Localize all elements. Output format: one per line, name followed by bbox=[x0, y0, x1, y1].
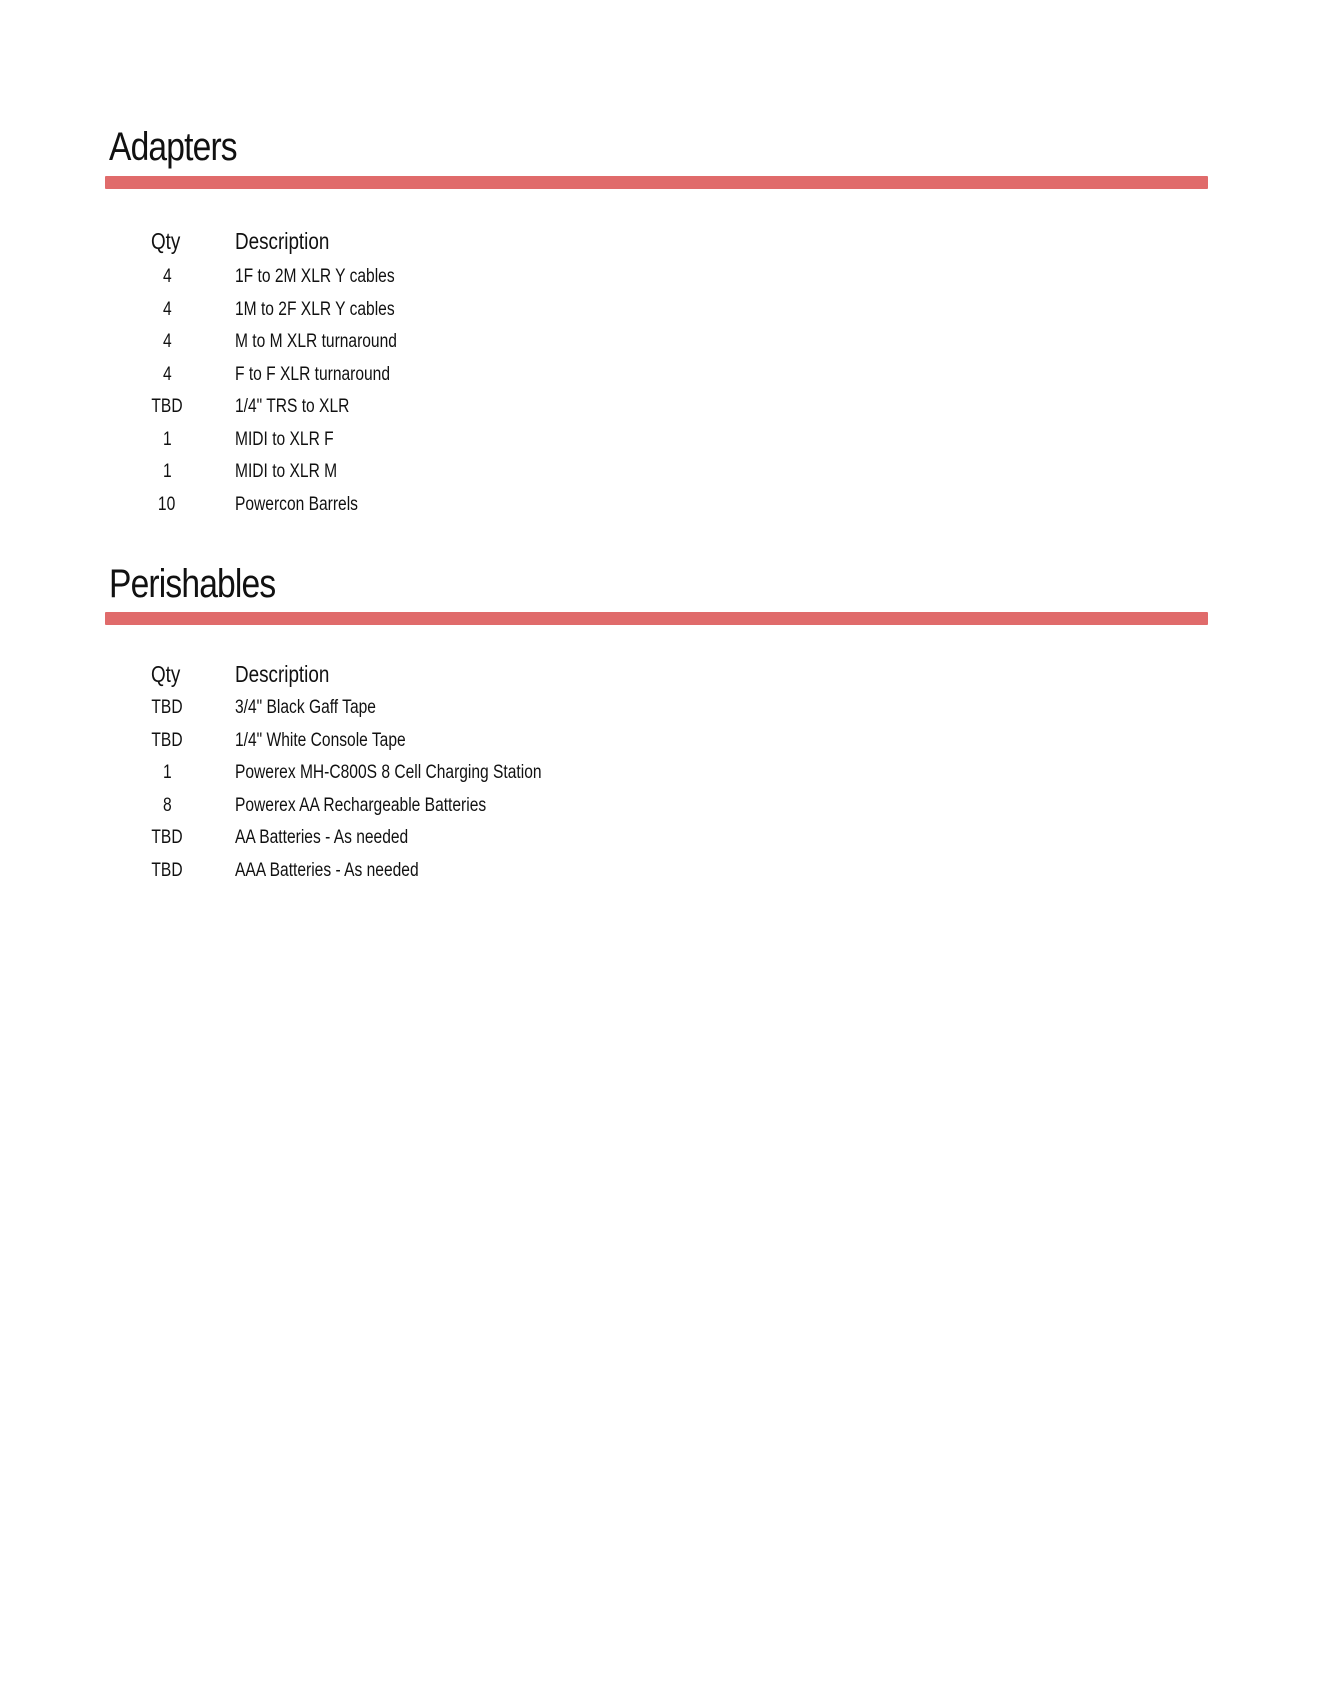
description-cell: F to F XLR turnaround bbox=[235, 363, 391, 385]
qty-column-header: Qty bbox=[151, 661, 181, 687]
qty-cell: TBD bbox=[151, 396, 183, 417]
section-title: Adapters bbox=[109, 125, 237, 169]
table-row bbox=[0, 692, 1320, 724]
table-row bbox=[0, 326, 1320, 358]
table-row bbox=[0, 757, 1320, 789]
description-cell: 1F to 2M XLR Y cables bbox=[235, 266, 395, 287]
table-row bbox=[0, 855, 1320, 887]
table-row bbox=[0, 359, 1320, 391]
qty-cell: 1 bbox=[162, 762, 172, 783]
description-cell: M to M XLR turnaround bbox=[235, 331, 397, 352]
section-divider bbox=[105, 612, 1208, 625]
description-cell: Powerex MH-C800S 8 Cell Charging Station bbox=[235, 762, 542, 783]
qty-cell: TBD bbox=[151, 697, 183, 718]
table-row bbox=[0, 822, 1320, 854]
description-cell: 1M to 2F XLR Y cables bbox=[235, 298, 395, 320]
description-cell: AAA Batteries - As needed bbox=[235, 859, 419, 881]
qty-cell: 1 bbox=[162, 428, 172, 450]
description-cell: MIDI to XLR F bbox=[235, 428, 334, 450]
description-cell: 1/4" White Console Tape bbox=[235, 729, 406, 751]
description-cell: Powercon Barrels bbox=[235, 493, 358, 515]
section-divider bbox=[105, 176, 1208, 189]
table-row bbox=[0, 294, 1320, 326]
qty-column-header: Qty bbox=[151, 228, 181, 254]
qty-cell: 1 bbox=[162, 461, 172, 482]
section-title: Perishables bbox=[109, 562, 276, 606]
table-row bbox=[0, 391, 1320, 423]
qty-cell: TBD bbox=[151, 859, 183, 881]
table-row bbox=[0, 456, 1320, 488]
qty-cell: 4 bbox=[162, 298, 172, 320]
qty-cell: 4 bbox=[162, 266, 172, 287]
description-cell: Powerex AA Rechargeable Batteries bbox=[235, 794, 487, 816]
qty-cell: 10 bbox=[158, 493, 176, 515]
qty-cell: TBD bbox=[151, 729, 183, 751]
table-header-row bbox=[0, 225, 1320, 257]
description-cell: 3/4" Black Gaff Tape bbox=[235, 697, 376, 718]
description-column-header: Description bbox=[235, 661, 330, 687]
description-cell: AA Batteries - As needed bbox=[235, 827, 409, 848]
qty-cell: 4 bbox=[162, 331, 172, 352]
table-row bbox=[0, 489, 1320, 521]
qty-cell: 8 bbox=[162, 794, 172, 816]
description-column-header: Description bbox=[235, 228, 330, 254]
qty-cell: 4 bbox=[162, 363, 172, 385]
description-cell: 1/4" TRS to XLR bbox=[235, 396, 350, 417]
qty-cell: TBD bbox=[151, 827, 183, 848]
table-row bbox=[0, 790, 1320, 822]
table-row bbox=[0, 725, 1320, 757]
table-row bbox=[0, 424, 1320, 456]
description-cell: MIDI to XLR M bbox=[235, 461, 338, 482]
table-header-row bbox=[0, 658, 1320, 690]
table-row bbox=[0, 261, 1320, 293]
